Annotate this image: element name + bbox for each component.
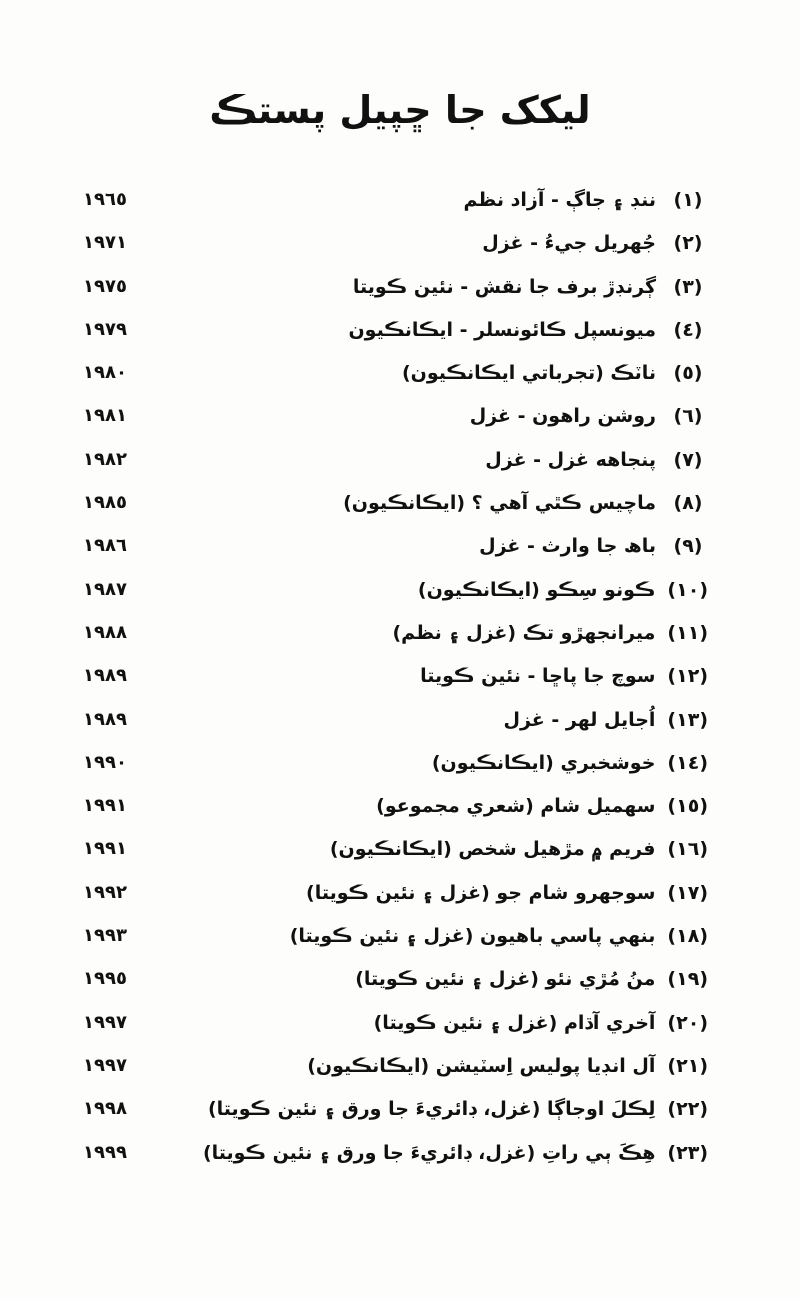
entry (479, 531, 708, 561)
entry-number: (٦) (673, 405, 703, 428)
entry-year: ١٩٨٩ (83, 708, 127, 730)
entry-title: فريم ۾ مڙهيل شخص (ايڪانڪيون) (329, 838, 656, 861)
entry-title: سهميل شام (شعري مجموعو) (376, 795, 656, 818)
entry (290, 921, 708, 951)
entry-title: ميونسپل ڪائونسلر - ايڪانڪيون (348, 318, 656, 341)
entry-number: (١٤) (667, 751, 708, 774)
entry-year: ١٩٨١ (83, 405, 127, 427)
list-item (0, 705, 800, 748)
entry-year: ١٩٨٦ (83, 535, 127, 557)
entry-number: (٩) (673, 535, 703, 558)
entry-title: لِڪلَ اوجاڳا (غزل، ڊائريءَ جا ورق ۽ نئين ڪويتا) (207, 1098, 656, 1121)
entry-number: (٢٢) (667, 1098, 708, 1121)
entry-number: (١٩) (667, 968, 708, 991)
list-item (0, 185, 800, 228)
entry-title: ميرانجهڙو تڪ (غزل ۽ نظم) (392, 621, 656, 644)
entry-number: (١٧) (667, 881, 708, 904)
list-item (0, 878, 800, 921)
entry-number: (١٨) (667, 925, 708, 948)
entry-title: پنجاهه غزل - غزل (485, 448, 656, 471)
entry-title: سوجهرو شام جو (غزل ۽ نئين ڪويتا) (306, 881, 656, 904)
entry-number: (٢١) (667, 1054, 708, 1077)
list-item (0, 272, 800, 315)
entry (307, 1051, 708, 1081)
entry (464, 185, 709, 215)
entry-number: (٢٣) (667, 1141, 708, 1164)
entry-year: ١٩٩٢ (83, 881, 127, 903)
list-item (0, 1138, 800, 1181)
entry (374, 1008, 708, 1038)
entry-title: ننڊ ۽ جاڳ - آزاد نظم (463, 189, 656, 211)
entry-number: (٢٠) (667, 1011, 708, 1034)
entry-number: (٥) (673, 362, 703, 385)
entry-number: (٧) (673, 448, 703, 471)
entry-title: ڪونو سِڪو (ايڪانڪيون) (417, 578, 656, 601)
list-item (0, 834, 800, 877)
entry (376, 791, 708, 821)
list-item (0, 1008, 800, 1051)
list-item (0, 618, 800, 661)
entry-year: ١٩٨٥ (83, 492, 127, 514)
entry-year: ١٩٦٥ (83, 189, 127, 210)
list-item (0, 315, 800, 358)
entry-year: ١٩٨٩ (83, 665, 127, 687)
entry-year: ١٩٧١ (83, 232, 127, 254)
entry (482, 228, 708, 258)
list-item (0, 921, 800, 964)
entry-title: منُ مُڙي نئو (غزل ۽ نئين ڪويتا) (355, 968, 656, 991)
entry-number: (١٥) (667, 795, 708, 818)
entry-number: (٢) (673, 232, 703, 255)
entry-number: (٨) (673, 492, 703, 515)
list-item (0, 661, 800, 704)
entry-title: سوچ جا پاڇا - نئين ڪويتا (420, 665, 656, 688)
list-item (0, 1051, 800, 1094)
publication-list (0, 185, 800, 1181)
entry (203, 1138, 708, 1168)
entry-number: (١) (673, 189, 703, 211)
entry-year: ١٩٩٨ (83, 1098, 127, 1120)
entry-title: هِڪَ ٻي راتِ (غزل، ڊائريءَ جا ورق ۽ نئين ڪويتا) (202, 1141, 656, 1164)
entry (208, 1094, 708, 1124)
list-item (0, 488, 800, 531)
entry-year: ١٩٩١ (83, 795, 127, 817)
list-item (0, 401, 800, 444)
entry-number: (١٠) (667, 578, 708, 601)
entry-title: بنهي پاسي باهيون (غزل ۽ نئين ڪويتا) (289, 925, 656, 948)
entry (418, 575, 708, 605)
list-item (0, 1094, 800, 1137)
entry-year: ١٩٧٥ (83, 275, 127, 297)
page-title: ليکک جا ڇپيل پستڪ (209, 88, 591, 132)
entry-number: (١٣) (667, 708, 708, 731)
entry-title: ناٽڪ (تجرباتي ايڪانڪيون) (401, 362, 656, 385)
entry-title: باھ جا وارث - غزل (479, 535, 656, 558)
entry-year: ١٩٩٥ (83, 968, 127, 990)
entry (420, 661, 708, 691)
entry (330, 834, 708, 864)
entry-number: (١٢) (667, 665, 708, 688)
entry-title: آخري آڌام (غزل ۽ نئين ڪويتا) (373, 1011, 656, 1034)
entry (393, 618, 709, 648)
entry (432, 748, 708, 778)
entry-number: (٣) (673, 275, 703, 298)
entry-title: روشن راهون - غزل (469, 405, 656, 428)
entry (306, 878, 708, 908)
entry (355, 964, 708, 994)
entry-year: ١٩٨٧ (83, 578, 127, 600)
list-item (0, 531, 800, 574)
entry-year: ١٩٩٧ (83, 1011, 127, 1033)
entry-title: ڳرنڊڙ برف جا نقش - نئين ڪويتا (352, 275, 656, 298)
entry-year: ١٩٧٩ (83, 318, 127, 340)
entry-year: ١٩٩٩ (83, 1141, 127, 1163)
entry (348, 315, 708, 345)
entry (470, 401, 708, 431)
entry-year: ١٩٨٨ (83, 621, 127, 643)
entry-number: (١١) (667, 621, 708, 644)
entry (353, 272, 708, 302)
entry-year: ١٩٨٢ (83, 448, 127, 470)
entry-title: خوشخبري (ايڪانڪيون) (431, 751, 656, 774)
list-item (0, 445, 800, 488)
entry-title: جُهريل جيءُ - غزل (482, 232, 656, 255)
entry (402, 358, 708, 388)
list-item (0, 964, 800, 1007)
entry (503, 705, 708, 735)
list-item (0, 748, 800, 791)
entry (343, 488, 708, 518)
entry (485, 445, 708, 475)
entry-title: ماچيس ڪٿي آهي ؟ (ايڪانڪيون) (343, 492, 656, 515)
entry-year: ١٩٩٠ (83, 751, 127, 773)
entry-number: (٤) (673, 318, 703, 341)
list-item (0, 358, 800, 401)
entry-title: آل انڊيا پوليس اِسٽيشن (ايڪانڪيون) (307, 1054, 656, 1077)
entry-number: (١٦) (667, 838, 708, 861)
list-item (0, 791, 800, 834)
entry-title: اُجايل لهر - غزل (503, 708, 656, 731)
entry-year: ١٩٩٣ (83, 925, 127, 947)
entry-year: ١٩٩٧ (83, 1054, 127, 1076)
entry-year: ١٩٩١ (83, 838, 127, 860)
list-item (0, 575, 800, 618)
entry-year: ١٩٨٠ (83, 362, 127, 384)
list-item (0, 228, 800, 271)
